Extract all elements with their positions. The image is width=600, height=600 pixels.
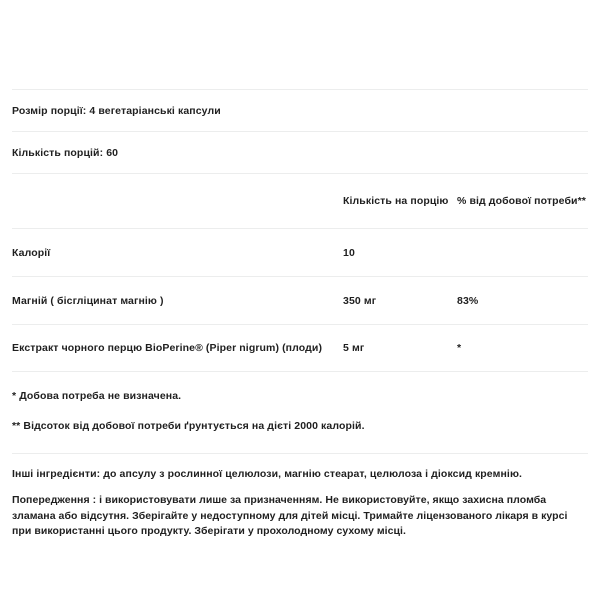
divider-below-table — [12, 371, 588, 372]
table-row — [0, 325, 600, 371]
nutrient-name: Екстракт чорного перцю BioPerine® (Piper nigrum) (плоди) — [12, 342, 323, 354]
nutrient-amount: 10 — [343, 246, 355, 259]
other-ingredients-text: Інші інгредієнти: до апсулу з рослинної целюлози, магнію стеарат, целюлоза і діоксид кремнію. — [12, 468, 523, 480]
header-amount-per-serving: Кількість на порцію — [343, 195, 449, 207]
header-daily-value: % від добової потреби** — [457, 195, 586, 207]
top-spacer — [0, 0, 600, 89]
nutrient-daily-value: * — [457, 342, 462, 354]
servings-per-container-label: Кількість порцій: 60 — [12, 146, 119, 159]
divider-above-other-ingredients — [12, 453, 588, 454]
footnote-percent-daily-value-basis: ** Відсоток від добової потреби ґрунтується на дієті 2000 калорій. — [12, 420, 365, 432]
servings-per-container-row — [0, 132, 600, 173]
warning-text: Попередження : і використовувати лише за призначенням. Не використовуйте, якщо захисна пломба зламана або відсутня. Зберігайте у недоступному для дітей місці. Тримайте ліцензованого лікаря в курсі при використанні цього продукту. Зберігати у прохолодному сухому місці. — [12, 494, 568, 537]
serving-size-label: Розмір порції: 4 вегетаріанські капсули — [12, 104, 221, 117]
nutrient-daily-value: 83% — [457, 294, 479, 307]
nutrient-amount: 350 мг — [343, 294, 377, 307]
nutrient-name: Калорії — [12, 246, 51, 259]
table-header-row — [0, 174, 600, 228]
footnote-bottom-spacer — [0, 432, 600, 453]
footnote-daily-value-not-established: * Добова потреба не визначена. — [12, 390, 182, 402]
serving-size-row — [0, 90, 600, 131]
nutrient-amount: 5 мг — [343, 342, 365, 354]
table-row — [0, 229, 600, 276]
table-row — [0, 277, 600, 324]
nutrient-name: Магній ( бісгліцинат магнію ) — [12, 294, 164, 307]
